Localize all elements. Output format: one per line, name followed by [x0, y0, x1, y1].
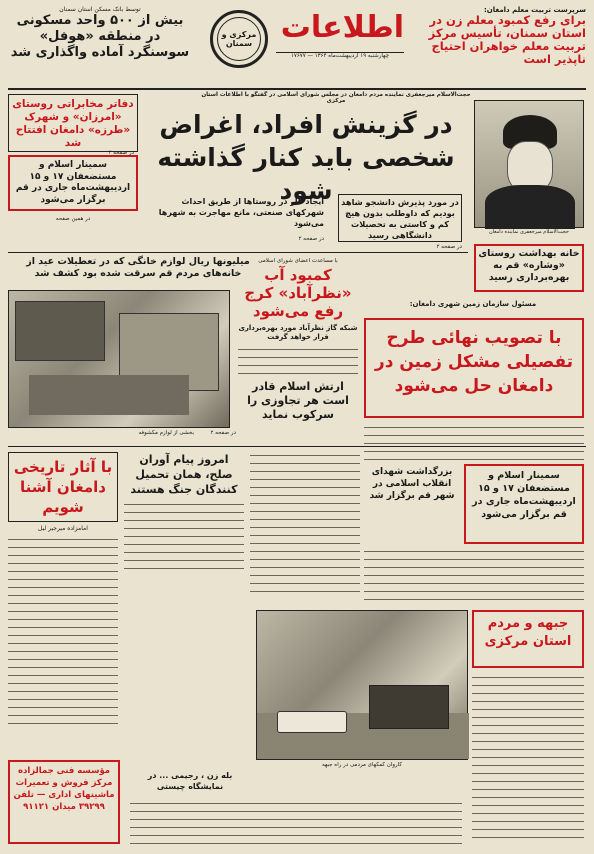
robe-shape — [485, 185, 575, 229]
left-top-story — [8, 6, 192, 86]
divider — [8, 446, 586, 447]
vehicle-shape — [277, 711, 347, 733]
land-kicker: مسئول سازمان زمین شهری دامغان: — [409, 300, 537, 308]
footer-headline: بله زن ، رجیمی ... در نمایشگاه چیستی — [147, 771, 233, 791]
ad-text: مؤسسه فنی جمالزاده مرکز فروش و تعمیرات ماشینهای اداری — تلفن ۳۹۲۹۹ میدان ۹۱۱۲۱ — [13, 766, 115, 812]
masthead — [196, 8, 406, 70]
left-seminar-headline: سمینار اسلام و مستضعفان ۱۷ و ۱۵ اردیبهشت‌ماه جاری در قم برگزار می‌شود — [15, 160, 131, 205]
seminar-headline: سمینار اسلام و مستضعفان ۱۷ و ۱۵ اردیبهشت‌ماه جاری در قم برگزار می‌شود — [472, 470, 576, 520]
right-top-headline: برای رفع کمبود معلم زن در استان سمنان، تأسیس مرکز تربیت معلم خواهران احتیاج ناپذیر است — [428, 13, 586, 66]
text-lines — [364, 424, 584, 460]
logo: اطلاعات — [280, 10, 404, 45]
text-lines — [130, 800, 462, 844]
peace-story — [124, 452, 244, 592]
heritage-story — [8, 452, 118, 752]
masthead-rule — [8, 88, 586, 90]
warehouse-headline: میلیونها ریال لوازم خانگی که در تعطیلات عید از خانه‌های مردم قم سرقت شده بود کشف شد — [26, 256, 250, 279]
left-boxes — [8, 94, 138, 214]
convoy-caption: کاروان کمکهای مردمی در راه جبهه — [322, 762, 402, 768]
left-seminar-more: در همین صفحه — [55, 216, 91, 222]
right-top-story — [408, 6, 586, 66]
water-headline: کمبود آب «نظرآباد» کرج رفع می‌شود — [244, 266, 352, 320]
water-story — [238, 258, 358, 458]
gas-subhead: شبکه گاز نظرآباد مورد بهره‌برداری قرار خواهد گرفت — [238, 324, 358, 341]
convoy-photo — [256, 610, 468, 760]
date-line: چهارشنبه ۱۹ اردیبهشت‌ماه ۱۳۶۴ — ۱۷۶۷۷ — [276, 52, 404, 64]
warehouse-caption: بخشی از لوازم مکشوفه — [138, 430, 194, 436]
main-lead-more: در صفحه ۲ — [298, 236, 324, 242]
health-box — [474, 244, 584, 292]
main-headline: در گزینش افراد، اغراض شخصی باید کنار گذاشته شود — [157, 110, 455, 205]
text-lines — [250, 452, 360, 592]
footer-story — [130, 770, 250, 800]
front-headline: جبهه و مردم استان مرکزی — [484, 616, 572, 649]
left-top-headline: بیش از ۵۰۰ واحد مسکونی در منطقه «هوفل» سوسنگرد آماده واگذاری شد — [10, 13, 190, 60]
truck-shape — [369, 685, 449, 729]
supplement-label: مرکزی و سمنان — [217, 17, 261, 61]
peace-headline: امروز پیام آوران صلح، همان تحمیل کنندگان جنگ هستند — [130, 453, 238, 496]
mixed-columns — [250, 452, 360, 602]
telecom-headline: دفاتر مخابراتی روستای «امرزان» و شهرک «طرزه» دامغان افتتاح شد — [12, 98, 134, 149]
portrait-photo — [474, 100, 584, 228]
martyrs-story — [364, 466, 460, 526]
text-lines — [8, 536, 118, 726]
portrait-caption: حجت‌الاسلام میرجعفری نماینده دامغان — [488, 229, 569, 235]
heritage-headline: با آثار تاریخی دامغان آشنا شویم — [8, 452, 118, 522]
text-lines — [238, 346, 358, 376]
land-headline: با تصویب نهائی طرح تفصیلی مشکل زمین در دامغان حل می‌شود — [364, 318, 584, 418]
front-box — [472, 610, 584, 668]
main-kicker: حجت‌الاسلام میرجعفری نماینده مردم دامغان در مجلس شورای اسلامی در گفتگو با اطلاعات استان مرکزی — [201, 92, 471, 104]
water-kicker: با مساعدت اعضای شورای اسلامی — [258, 258, 338, 264]
telecom-more: در صفحه ۲ — [108, 150, 134, 156]
martyrs-headline: بزرگداشت شهدای انقلاب اسلامی در شهر قم برگزار شد — [369, 467, 455, 501]
supplement-seal — [210, 10, 268, 68]
main-side-note: در مورد پذیرش دانشجو شاهد بودیم که داوطلب بدون هیچ کم و کاستی به تحصیلات دانشگاهی رسید — [338, 194, 462, 242]
divider — [8, 252, 468, 253]
text-lines — [124, 501, 244, 571]
seminar-box — [464, 464, 584, 544]
right-top-kicker: سرپرست تربیت معلم دامغان: — [483, 6, 586, 14]
main-continued: در صفحه ۲ — [436, 244, 462, 250]
ad-box — [8, 760, 120, 844]
health-headline: خانه بهداشت روستای «وشاره» قم به بهره‌برداری رسید — [478, 248, 580, 283]
photo-shape — [29, 375, 189, 415]
text-lines — [472, 674, 584, 844]
heritage-subhead: امامزاده میرجیر لیل — [38, 525, 88, 532]
main-lead: ایجاد کار در روستاها از طریق احداث شهرکهای صنعتی، مانع مهاجرت به شهرها می‌شود — [158, 197, 324, 228]
photo-shape — [15, 301, 105, 361]
army-headline: ارتش اسلام قادر است هر تجاوزی را سرکوب نماید — [247, 380, 349, 421]
text-lines — [364, 548, 584, 604]
left-top-kicker: توسط بانک مسکن استان سمنان — [59, 6, 141, 13]
warehouse-more: در صفحه ۲ — [210, 430, 236, 436]
warehouse-photo — [8, 290, 230, 428]
